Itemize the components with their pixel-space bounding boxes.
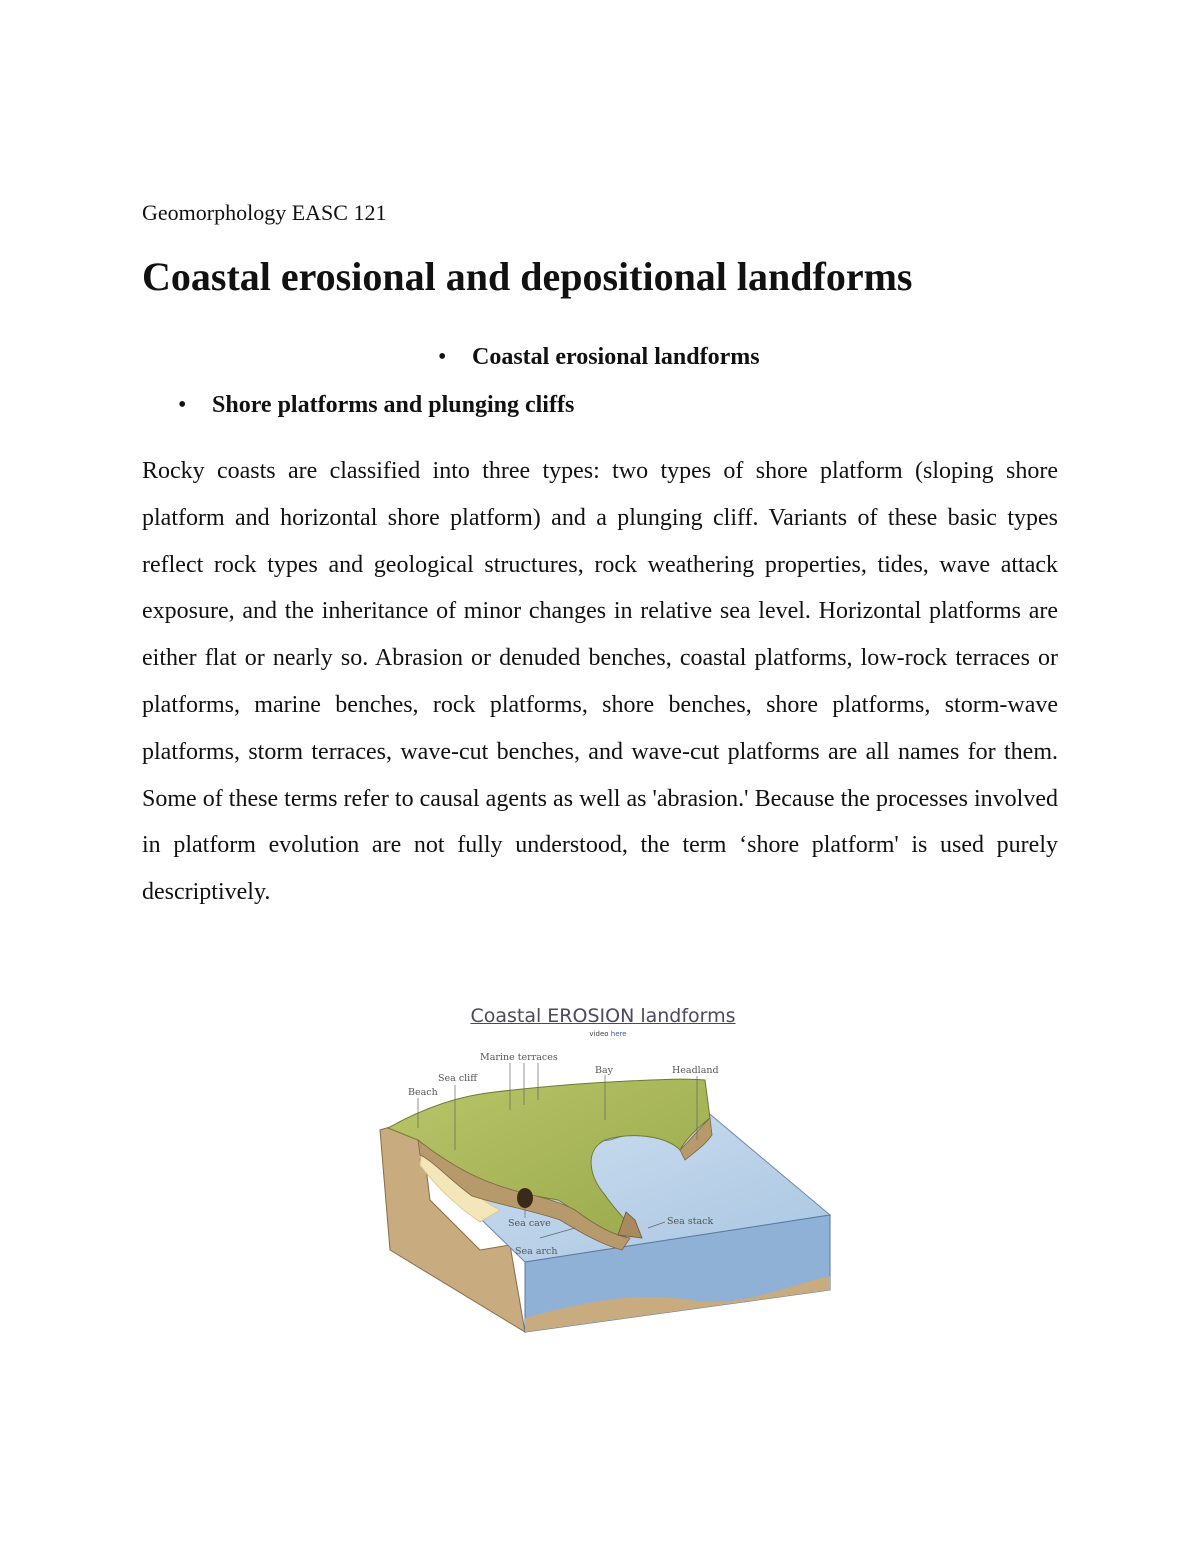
figure-video-prefix: video [589, 1030, 609, 1038]
page-title: Coastal erosional and depositional landforms [142, 254, 913, 299]
coastal-erosion-figure [360, 1000, 860, 1350]
bullet-item [438, 342, 760, 372]
course-header: Geomorphology EASC 121 [142, 200, 387, 225]
bullet-dot-icon: • [178, 392, 187, 418]
figure-video-here[interactable]: here [610, 1030, 627, 1038]
label-sea-cliff: Sea cliff [438, 1073, 477, 1084]
figure-title: Coastal EROSION landforms [470, 1005, 736, 1027]
label-headland: Headland [672, 1065, 719, 1076]
label-sea-arch: Sea arch [515, 1246, 558, 1257]
label-bay: Bay [595, 1065, 614, 1076]
label-sea-cave: Sea cave [508, 1218, 551, 1229]
label-marine-terraces: Marine terraces [480, 1052, 558, 1063]
bullet-text: Coastal erosional landforms [472, 344, 760, 370]
bullet-text: Shore platforms and plunging cliffs [212, 392, 575, 418]
bullet-item [178, 390, 575, 420]
bullet-dot-icon: • [438, 344, 447, 370]
label-sea-stack: Sea stack [667, 1216, 714, 1227]
block-diagram [360, 1000, 860, 1350]
figure-video-link[interactable] [578, 1030, 638, 1038]
body-paragraph: Rocky coasts are classified into three types: two types of shore platform (sloping shore platform and horizontal shore platform) and a plunging cliff. Variants of these basic types reflect rock types and geological structures, rock weathering properties, tides, wave attack exposure, and the inheritance of minor changes in relative sea level. Horizontal platforms are either flat or nearly so. Abrasion or denuded benches, coastal platforms, low-rock terraces or platforms, marine benches, rock platforms, shore benches, shore platforms, storm-wave platforms, storm terraces, wave-cut benches, and wave-cut platforms are all names for them. Some of these terms refer to causal agents as well as 'abrasion.' Because the processes involved in platform evolution are not fully understood, the term ‘shore platform' is used purely descriptively. [142, 458, 1058, 906]
label-beach: Beach [408, 1087, 438, 1098]
sea-cave [517, 1188, 533, 1208]
